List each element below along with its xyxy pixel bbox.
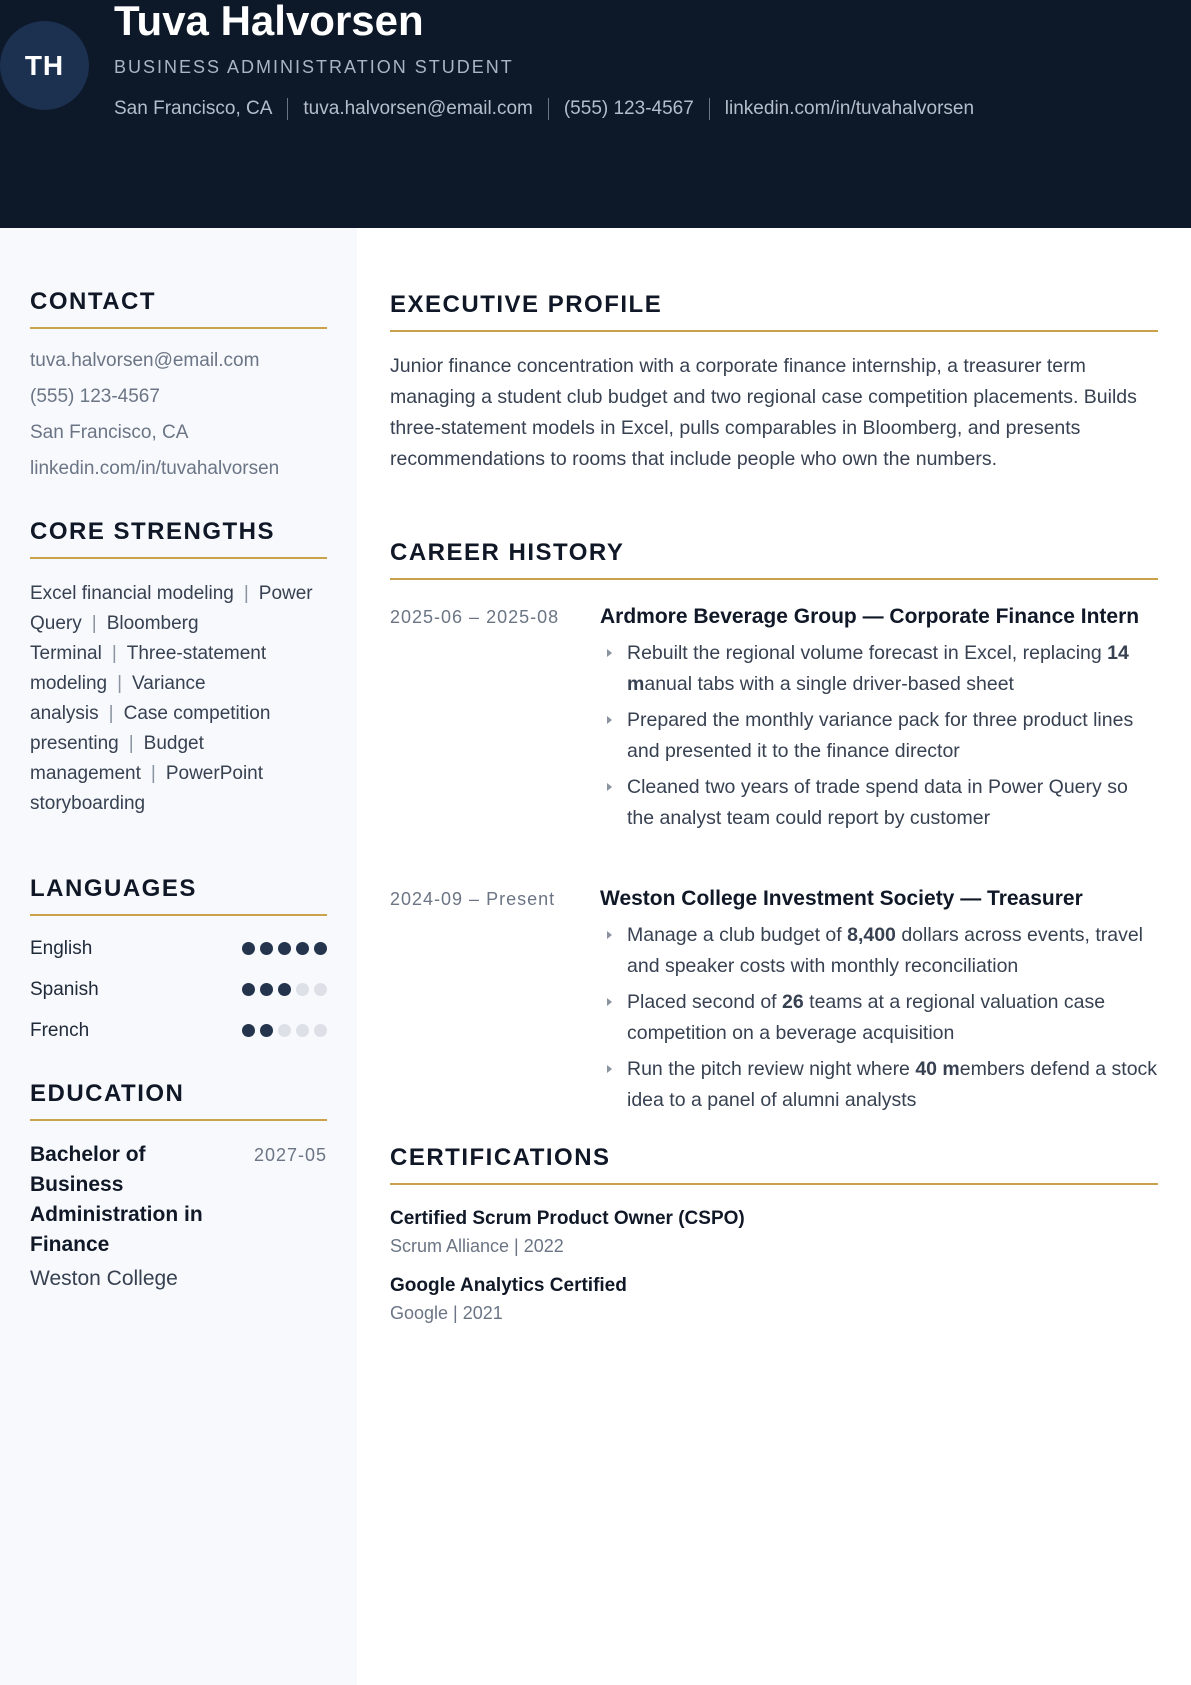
strength-item: Power Query — [30, 583, 313, 634]
rating-dot-filled — [242, 1024, 255, 1037]
certification-item — [390, 1205, 1158, 1260]
strength-item: PowerPoint storyboarding — [30, 763, 264, 814]
rating-dot-empty — [296, 1024, 309, 1037]
strength-item: Variance analysis — [30, 673, 206, 724]
sidebar — [0, 228, 357, 1685]
language-name: Spanish — [30, 978, 99, 1000]
pipe-separator: | — [111, 643, 117, 664]
rating-dot-filled — [314, 942, 327, 955]
education-degree: Bachelor of Business Administration in Finance — [30, 1143, 203, 1256]
education-section — [30, 1080, 327, 1295]
strengths-list — [30, 579, 327, 819]
rating-dot-filled — [278, 983, 291, 996]
certification-meta: Google | 2021 — [390, 1303, 503, 1323]
rating-dot-filled — [260, 1024, 273, 1037]
contact-phone: (555) 123-4567 — [30, 386, 160, 407]
strength-item: Excel financial modeling — [30, 583, 234, 604]
pipe-separator: | — [91, 613, 97, 634]
strength-item: Case competition presenting — [30, 703, 271, 754]
candidate-role: BUSINESS ADMINISTRATION STUDENT — [114, 57, 514, 77]
job-entry — [390, 602, 1158, 839]
section-title-education: EDUCATION — [30, 1080, 327, 1121]
divider — [709, 98, 710, 120]
rating-dot-empty — [314, 1024, 327, 1037]
avatar: TH — [0, 21, 89, 110]
language-rating — [242, 983, 327, 996]
language-row — [30, 1010, 327, 1051]
header-phone: (555) 123-4567 — [563, 98, 694, 119]
pipe-separator: | — [243, 583, 249, 604]
job-bullet: Manage a club budget of 8,400 dollars across events, travel and speaker costs with monthly reconciliation — [600, 920, 1158, 982]
career-section — [390, 539, 1158, 580]
rating-dot-empty — [314, 983, 327, 996]
profile-summary: Junior finance concentration with a corporate finance internship, a treasurer term managing a student club budget and two regional case competition placements. Builds three-statement models in Excel, pulls comparables in Bloomberg, and presents recommendations to rooms that include people who own the numbers. — [390, 355, 1137, 470]
strength-item: Budget management — [30, 733, 204, 784]
strength-item: Bloomberg Terminal — [30, 613, 199, 664]
job-bullet: Placed second of 26 teams at a regional valuation case competition on a beverage acquisition — [600, 987, 1158, 1049]
job-bullets — [600, 638, 1158, 834]
profile-section — [390, 291, 1158, 475]
job-title: Ardmore Beverage Group — Corporate Finance Intern — [600, 605, 1140, 628]
rating-dot-empty — [296, 983, 309, 996]
languages-section — [30, 875, 327, 1051]
section-title-certifications: CERTIFICATIONS — [390, 1144, 1158, 1185]
languages-list — [30, 928, 327, 1051]
job-bullets — [600, 920, 1158, 1116]
rating-dot-filled — [296, 942, 309, 955]
contact-email-link[interactable]: tuva.halvorsen@email.com — [30, 350, 260, 371]
pipe-separator: | — [150, 763, 156, 784]
certification-name: Certified Scrum Product Owner (CSPO) — [390, 1208, 745, 1229]
section-title-career: CAREER HISTORY — [390, 539, 1158, 580]
rating-dot-filled — [278, 942, 291, 955]
contact-linkedin-link[interactable]: linkedin.com/in/tuvahalvorsen — [30, 458, 280, 479]
education-school: Weston College — [30, 1267, 178, 1290]
strength-item: Three-statement modeling — [30, 643, 267, 694]
language-row — [30, 969, 327, 1010]
language-rating — [242, 942, 327, 955]
header-contact-line — [114, 98, 974, 120]
language-rating — [242, 1024, 327, 1037]
section-title-profile: EXECUTIVE PROFILE — [390, 291, 1158, 332]
contact-section — [30, 288, 327, 487]
pipe-separator: | — [117, 673, 123, 694]
section-title-contact: CONTACT — [30, 288, 327, 329]
education-date: 2027-05 — [253, 1145, 327, 1165]
divider — [548, 98, 549, 120]
strengths-section — [30, 518, 327, 819]
job-bullet: Cleaned two years of trade spend data in Power Query so the analyst team could report by customer — [600, 772, 1158, 834]
language-name: French — [30, 1019, 90, 1041]
certifications-section — [390, 1144, 1158, 1327]
certification-meta: Scrum Alliance | 2022 — [390, 1236, 564, 1256]
pipe-separator: | — [108, 703, 114, 724]
header-linkedin-link[interactable]: linkedin.com/in/tuvahalvorsen — [724, 98, 975, 119]
rating-dot-empty — [278, 1024, 291, 1037]
rating-dot-filled — [260, 942, 273, 955]
job-date: 2025-06 – 2025-08 — [390, 607, 560, 627]
job-bullet: Prepared the monthly variance pack for three product lines and presented it to the finance director — [600, 705, 1158, 767]
rating-dot-filled — [260, 983, 273, 996]
rating-dot-filled — [242, 942, 255, 955]
job-date: 2024-09 – Present — [390, 889, 556, 909]
job-entry — [390, 884, 1158, 1121]
language-name: English — [30, 937, 93, 959]
contact-location: San Francisco, CA — [30, 422, 189, 443]
language-row — [30, 928, 327, 969]
rating-dot-filled — [242, 983, 255, 996]
certification-item — [390, 1272, 1158, 1327]
candidate-name: Tuva Halvorsen — [114, 0, 424, 44]
job-title: Weston College Investment Society — Treasurer — [600, 887, 1083, 910]
job-bullet: Run the pitch review night where 40 members defend a stock idea to a panel of alumni analysts — [600, 1054, 1158, 1116]
job-bullet: Rebuilt the regional volume forecast in Excel, replacing 14 manual tabs with a single driver-based sheet — [600, 638, 1158, 700]
header-email-link[interactable]: tuva.halvorsen@email.com — [303, 98, 533, 119]
divider — [287, 98, 288, 120]
resume-header — [0, 0, 1191, 228]
section-title-languages: LANGUAGES — [30, 875, 327, 916]
pipe-separator: | — [128, 733, 134, 754]
certification-name: Google Analytics Certified — [390, 1275, 627, 1296]
section-title-strengths: CORE STRENGTHS — [30, 518, 327, 559]
header-location: San Francisco, CA — [114, 98, 273, 119]
